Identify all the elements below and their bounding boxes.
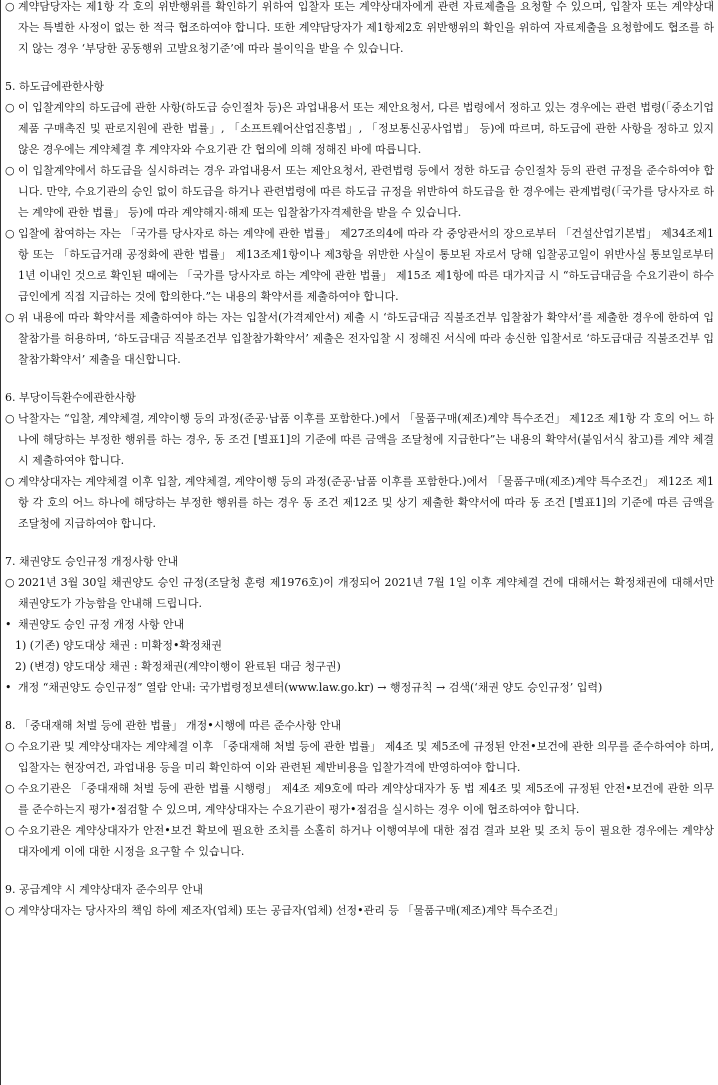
paragraph-text: 계약상대자는 당사자의 책임 하에 제조자(업체) 또는 공급자(업체) 선정•관리 등 「물품구매(제조)계약 특수조건」 bbox=[18, 904, 565, 917]
paragraph-text: 이 입찰계약에서 하도급을 실시하려는 경우 과업내용서 또는 제안요청서, 관련법령 등에서 정한 하도급 승인절차 등의 관련 규정을 준수하여야 합니다. 만약, 수요기관의 승인 없이 하도급을 하거나 관련법령에 따른 하도급 규정을 위반하여 하도급을 한 경우에는 관계법령(「국가를 당사자로 하는 계약에 관한 법률」 등)에 따라 계약해지·해제 또는 입찰참가자격제한을 받을 수 있습니다. bbox=[18, 164, 714, 219]
dot-bullet-icon: • bbox=[5, 681, 12, 694]
section bbox=[5, 715, 714, 862]
section bbox=[5, 0, 714, 59]
paragraph-text: 낙찰자는 “입찰, 계약체결, 계약이행 등의 과정(준공·납품 이후를 포함한다.)에서 「물품구매(제조)계약 특수조건」 제12조 제1항 각 호의 어느 하나에 해당하는 부정한 행위를 하는 경우, 동 조건 [별표1]의 기준에 따른 금액을 조달청에 지급한다”는 내용의 확약서(붙임서식 참고)를 계약 체결 시 제출하여야 합니다. bbox=[18, 412, 714, 467]
circle-bullet-icon: ○ bbox=[5, 740, 15, 753]
paragraph-text: 수요기관 및 계약상대자는 계약체결 이후 「중대재해 처벌 등에 관한 법률」 제4조 및 제5조에 규정된 안전•보건에 관한 의무를 준수하여야 하며, 입찰자는 현장여건, 과업내용 등을 미리 확인하여 이와 관련된 제반비용을 입찰가격에 반영하여야 합니다. bbox=[18, 740, 714, 774]
section-heading: 7. 채권양도 승인규정 개정사항 안내 bbox=[5, 555, 179, 568]
list-item bbox=[5, 408, 714, 471]
list-item bbox=[5, 307, 714, 370]
circle-bullet-icon: ○ bbox=[5, 0, 15, 13]
circle-bullet-icon: ○ bbox=[5, 475, 15, 488]
paragraph-text: 2021년 3월 30일 채권양도 승인 규정(조달청 훈령 제1976호)이 개정되어 2021년 7월 1일 이후 계약체결 건에 대해서는 확정채권에 대해서만 채권양도가 가능함을 안내해 드립니다. bbox=[18, 576, 714, 610]
numbered-item bbox=[5, 635, 714, 656]
document-body bbox=[1, 0, 718, 921]
section-heading: 9. 공급계약 시 계약상대자 준수의무 안내 bbox=[5, 883, 203, 896]
paragraph-text: 수요기관은 「중대재해 처벌 등에 관한 법률 시행령」 제4조 제9호에 따라 계약상대자가 동 법 제4조 및 제5조에 규정된 안전•보건에 관한 의무를 준수하는지 평가•점검할 수 있으며, 계약상대자는 수요기관이 평가•점검을 실시하는 경우 이에 협조하여야 합니다. bbox=[18, 782, 714, 816]
paragraph-text: 위 내용에 따라 확약서를 제출하여야 하는 자는 입찰서(가격제안서) 제출 시 ‘하도급대금 직불조건부 입찰참가 확약서’를 제출한 경우에 한하여 입찰참가를 허용하며, ‘하도급대금 직불조건부 입찰참가확약서’ 제출은 전자입찰 시 정해진 서식에 따라 송신한 입찰서로 ‘하도급대금 직불조건부 입찰참가확약서’ 제출을 대신합니다. bbox=[18, 311, 714, 366]
section-heading: 5. 하도급에관한사항 bbox=[5, 80, 104, 93]
circle-bullet-icon: ○ bbox=[5, 576, 15, 589]
paragraph-text: 수요기관은 계약상대자가 안전•보건 확보에 필요한 조치를 소홀히 하거나 이행여부에 대한 점검 결과 보완 및 조치 등이 필요한 경우에는 계약상대자에게 이에 대한 시정을 요구할 수 있습니다. bbox=[18, 824, 714, 858]
section bbox=[5, 76, 714, 370]
list-item bbox=[5, 736, 714, 778]
circle-bullet-icon: ○ bbox=[5, 782, 15, 795]
paragraph-text: 입찰에 참여하는 자는 「국가를 당사자로 하는 계약에 관한 법률」 제27조의4에 따라 각 중앙관서의 장으로부터 「건설산업기본법」 제34조제1항 또는 「하도급거래 공정화에 관한 법률」 제13조제1항이나 제3항을 위반한 사실이 통보된 자로서 당해 입찰공고일이 위반사실 통보일로부터 1년 이내인 것으로 확인된 때에는 「국가를 당사자로 하는 계약에 관한 법률」 제15조 제1항에 따른 대가지급 시 “하도급대금을 수요기관이 하수급인에게 직접 지급하는 것에 합의한다.”는 내용의 확약서를 제출하여야 합니다. bbox=[18, 227, 714, 303]
circle-bullet-icon: ○ bbox=[5, 101, 15, 114]
list-item bbox=[5, 677, 714, 698]
list-item bbox=[5, 900, 714, 921]
list-item bbox=[5, 572, 714, 614]
dot-bullet-icon: • bbox=[5, 618, 12, 631]
section bbox=[5, 551, 714, 698]
list-item bbox=[5, 471, 714, 534]
list-item bbox=[5, 223, 714, 307]
section bbox=[5, 387, 714, 534]
list-item bbox=[5, 0, 714, 59]
list-item bbox=[5, 97, 714, 160]
paragraph-text: 이 입찰계약의 하도급에 관한 사항(하도급 승인절차 등)은 과업내용서 또는 제안요청서, 다른 법령에서 정하고 있는 경우에는 관련 법령(「중소기업제품 구매촉진 및 판로지원에 관한 법률」, 「소프트웨어산업진흥법」, 「정보통신공사업법」 등)에 따르며, 하도급에 관한 사항을 정하고 있지 않은 경우에는 계약체결 후 계약자와 수요기관 간 협의에 의해 정해진 바에 따릅니다. bbox=[18, 101, 714, 156]
paragraph-text: 채권양도 승인 규정 개정 사항 안내 bbox=[18, 618, 185, 631]
list-item bbox=[5, 820, 714, 862]
circle-bullet-icon: ○ bbox=[5, 227, 15, 240]
paragraph-text: 1) (기존) 양도대상 채권 : 미확정•확정채권 bbox=[15, 639, 222, 652]
list-item bbox=[5, 778, 714, 820]
paragraph-text: 계약상대자는 계약체결 이후 입찰, 계약체결, 계약이행 등의 과정(준공·납품 이후를 포함한다.)에서 「물품구매(제조)계약 특수조건」 제12조 제1항 각 호의 어느 하나에 해당하는 부정한 행위를 하는 경우 동 조건 제12조 및 상기 제출한 확약서에 따라 동 조건 [별표1]의 기준에 따른 금액을 조달청에 지급하여야 합니다. bbox=[18, 475, 714, 530]
circle-bullet-icon: ○ bbox=[5, 412, 15, 425]
circle-bullet-icon: ○ bbox=[5, 164, 15, 177]
circle-bullet-icon: ○ bbox=[5, 311, 15, 324]
paragraph-text: 개정 “채권양도 승인규정” 열람 안내: 국가법령정보센터(www.law.go.kr) → 행정규칙 → 검색(‘채권 양도 승인규정’ 입력) bbox=[18, 681, 603, 694]
section bbox=[5, 879, 714, 921]
section-heading: 6. 부당이득환수에관한사항 bbox=[5, 391, 136, 404]
list-item bbox=[5, 160, 714, 223]
list-item bbox=[5, 614, 714, 635]
circle-bullet-icon: ○ bbox=[5, 904, 15, 917]
section-heading: 8. 「중대재해 처벌 등에 관한 법률」 개정•시행에 따른 준수사항 안내 bbox=[5, 719, 342, 732]
paragraph-text: 2) (변경) 양도대상 채권 : 확정채권(계약이행이 완료된 대금 청구권) bbox=[15, 660, 341, 673]
numbered-item bbox=[5, 656, 714, 677]
circle-bullet-icon: ○ bbox=[5, 824, 15, 837]
paragraph-text: 계약담당자는 제1항 각 호의 위반행위를 확인하기 위하여 입찰자 또는 계약상대자에게 관련 자료제출을 요청할 수 있으며, 입찰자 또는 계약상대자는 특별한 사정이 없는 한 적극 협조하여야 합니다. 또한 계약담당자가 제1항제2호 위반행위의 확인을 위하여 자료제출을 요청함에도 협조를 하지 않는 경우 ‘부당한 공동행위 고발요청기준’에 따라 불이익을 받을 수 있습니다. bbox=[18, 0, 714, 55]
